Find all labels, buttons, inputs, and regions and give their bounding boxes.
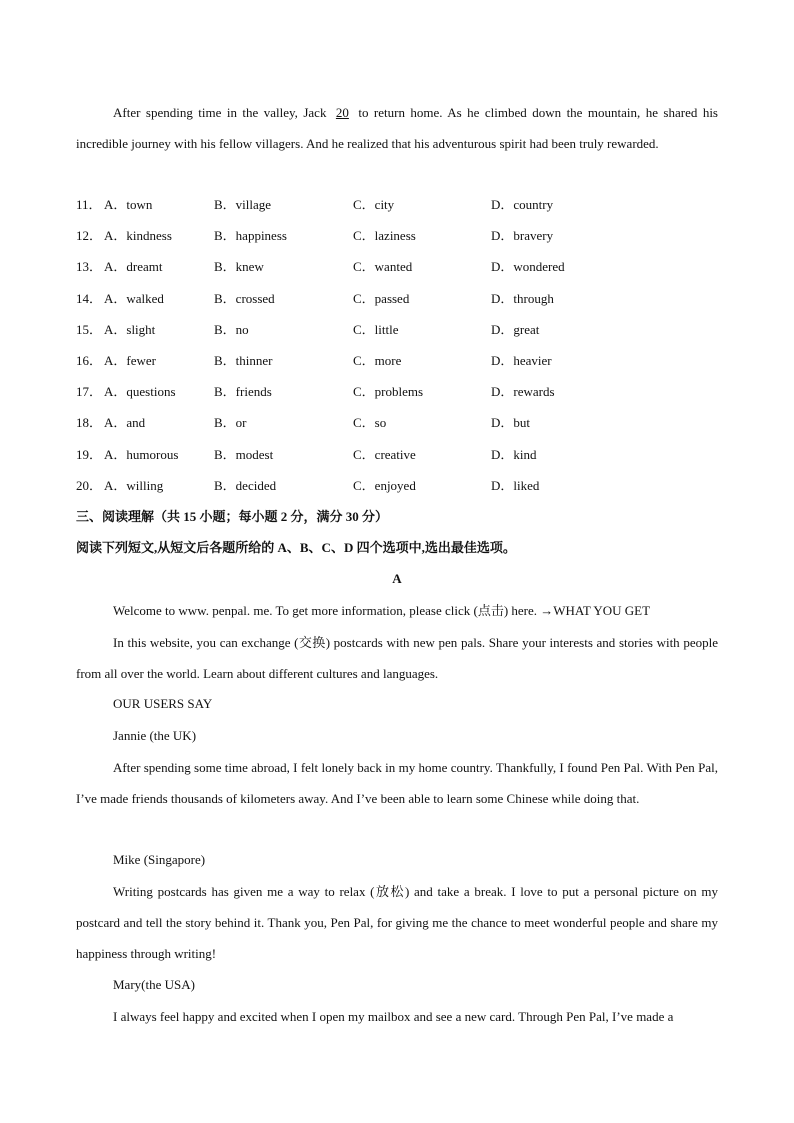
- passage-label: A: [392, 571, 402, 586]
- passage-welcome-line: Welcome to www. penpal. me. To get more information, please click (点击) here. →WHAT YOU GET: [113, 603, 651, 618]
- option-b: B．modest: [214, 446, 274, 462]
- option-c: C．enjoyed: [353, 477, 416, 493]
- option-a: A．questions: [104, 384, 176, 400]
- question-row: [76, 195, 736, 215]
- option-d: D．heavier: [491, 353, 552, 368]
- question-number: 20．: [76, 477, 103, 493]
- question-number: 13．: [76, 259, 103, 275]
- cloze-text-part1: After spending time in the valley, Jack: [113, 105, 332, 120]
- option-d: D．through: [491, 290, 554, 306]
- question-row: [76, 476, 736, 496]
- option-d: D．kind: [491, 446, 537, 462]
- option-b: B．friends: [214, 384, 272, 400]
- option-d: D．country: [491, 197, 554, 212]
- question-row: [76, 351, 736, 371]
- option-c: C．problems: [353, 384, 424, 400]
- option-d: D．bravery: [491, 228, 554, 244]
- option-a: A．walked: [104, 290, 164, 306]
- option-a: A．dreamt: [104, 259, 163, 275]
- option-b: B．no: [214, 321, 249, 337]
- question-row: [76, 226, 736, 246]
- option-b: B．or: [214, 415, 247, 431]
- cloze-text-part2: to return home. As he climbed down the mountain, he shared his incredible journey with his fellow villagers. And he realized that his adventurous spirit had been truly rewarded.: [76, 105, 718, 151]
- question-row: [76, 382, 736, 402]
- question-number: 11．: [76, 197, 102, 212]
- option-b: B．decided: [214, 477, 277, 493]
- user2-text: Writing postcards has given me a way to relax (放松) and take a break. I love to put a personal picture on my postcard and tell the story behind it. Thank you, Pen Pal, for giving me the chance to meet wonderful people and share my happiness through writing!: [76, 884, 718, 961]
- option-b: B．village: [214, 197, 272, 212]
- option-d: D．but: [491, 415, 531, 431]
- option-c: C．so: [353, 415, 387, 431]
- option-c: C．passed: [353, 290, 410, 306]
- option-c: C．more: [353, 353, 402, 368]
- option-a: A．kindness: [104, 228, 172, 244]
- option-c: C．laziness: [353, 228, 416, 244]
- cloze-blank-20: 20: [335, 105, 349, 120]
- question-number: 14．: [76, 290, 103, 306]
- option-b: B．happiness: [214, 228, 287, 244]
- question-number: 16．: [76, 353, 103, 368]
- option-d: D．rewards: [491, 384, 555, 400]
- option-a: A．town: [104, 197, 153, 212]
- question-row: [76, 320, 736, 340]
- question-number: 15．: [76, 321, 103, 337]
- section-heading: 三、阅读理解（共 15 小题；每小题 2 分，满分 30 分）: [76, 509, 389, 524]
- option-c: C．city: [353, 197, 395, 212]
- section-instruction: 阅读下列短文,从短文后各题所给的 A、B、C、D 四个选项中,选出最佳选项。: [76, 540, 516, 555]
- user3-text: I always feel happy and excited when I open my mailbox and see a new card. Through Pen Pal, I’ve made a: [113, 1009, 674, 1024]
- option-b: B．crossed: [214, 290, 275, 306]
- option-a: A．fewer: [104, 353, 156, 368]
- option-b: B．knew: [214, 259, 264, 275]
- option-d: D．liked: [491, 477, 540, 493]
- users-heading: OUR USERS SAY: [113, 696, 213, 711]
- option-a: A．humorous: [104, 446, 179, 462]
- cloze-passage-ending: [76, 97, 718, 159]
- option-c: C．creative: [353, 446, 416, 462]
- user2-name: Mike (Singapore): [113, 852, 206, 867]
- question-row: [76, 413, 736, 433]
- question-number: 17．: [76, 384, 103, 400]
- question-number: 18．: [76, 415, 103, 431]
- option-d: D．wondered: [491, 259, 565, 275]
- option-a: A．slight: [104, 321, 156, 337]
- user3-name: Mary(the USA): [113, 977, 195, 992]
- user1-name: Jannie (the UK): [113, 728, 197, 743]
- option-c: C．wanted: [353, 259, 413, 275]
- passage-intro: In this website, you can exchange (交换) postcards with new pen pals. Share your interests and stories with people from all over the world. Learn about different cultures and languages.: [76, 635, 718, 681]
- question-number: 19．: [76, 446, 103, 462]
- user1-text: After spending some time abroad, I felt lonely back in my home country. Thankfully, I found Pen Pal. With Pen Pal, I’ve made friends thousands of kilometers away. And I’ve been able to learn some Chinese while doing that.: [76, 760, 718, 806]
- option-c: C．little: [353, 321, 399, 337]
- question-row: [76, 445, 736, 465]
- option-d: D．great: [491, 321, 540, 337]
- question-row: [76, 257, 736, 277]
- option-a: A．and: [104, 415, 146, 431]
- option-b: B．thinner: [214, 353, 273, 368]
- option-a: A．willing: [104, 477, 164, 493]
- question-number: 12．: [76, 228, 103, 244]
- question-row: [76, 289, 736, 309]
